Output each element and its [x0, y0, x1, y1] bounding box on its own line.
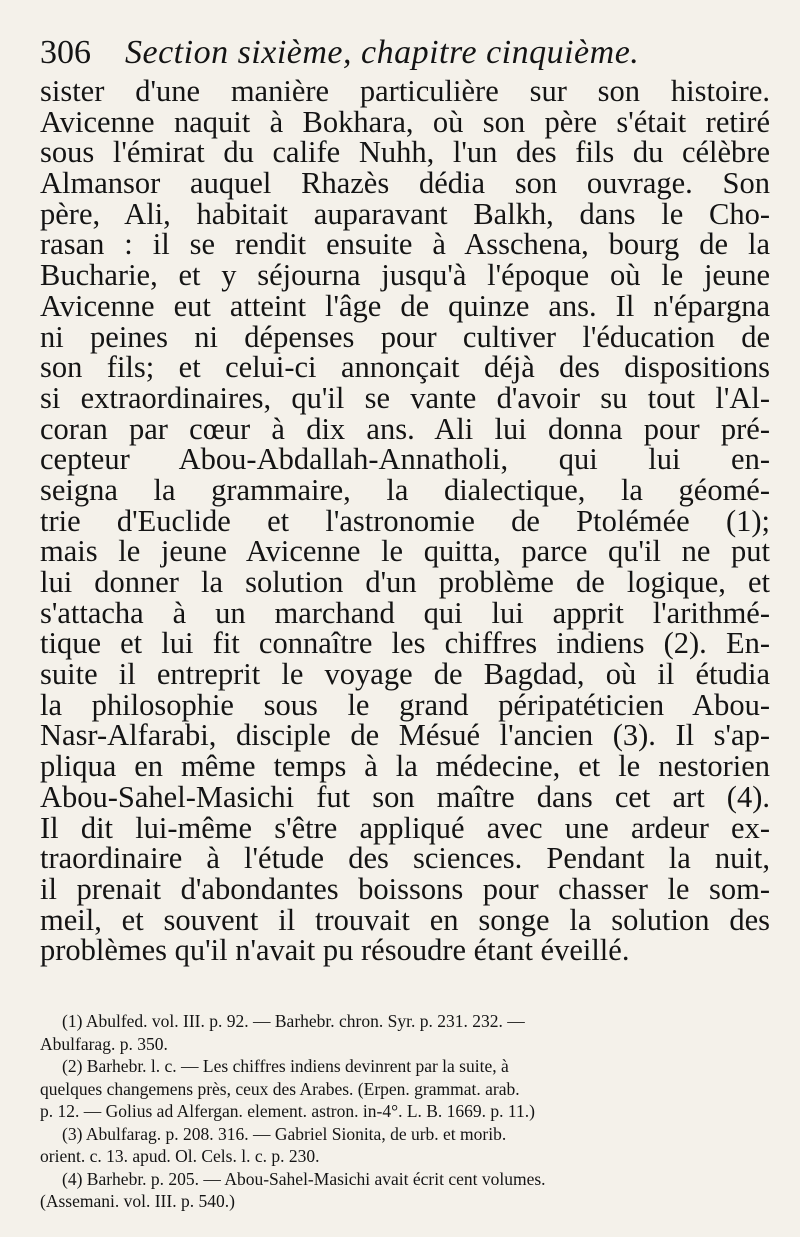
- body-line: suite il entreprit le voyage de Bagdad, où il étudia: [40, 657, 770, 692]
- running-title: Section sixième, chapitre cinquième.: [125, 34, 640, 71]
- body-line: rasan : il se rendit ensuite à Asschena, bourg de la: [40, 227, 770, 262]
- body-line: s'attacha à un marchand qui lui apprit l'arithmé-: [40, 595, 770, 630]
- body-line: mais le jeune Avicenne le quitta, parce qu'il ne put: [40, 534, 770, 569]
- body-line: Avicenne eut atteint l'âge de quinze ans. Il n'épargna: [40, 288, 770, 323]
- body-line: seigna la grammaire, la dialectique, la géomé-: [40, 472, 770, 507]
- page-header: [40, 30, 770, 76]
- body-line: sister d'une manière particulière sur son histoire.: [40, 74, 770, 108]
- body-line: il prenait d'abondantes boissons pour chasser le som-: [40, 871, 770, 906]
- body-line: traordinaire à l'étude des sciences. Pendant la nuit,: [40, 841, 770, 876]
- body-line: père, Ali, habitait auparavant Balkh, dans le Cho-: [40, 196, 770, 231]
- body-line: Almansor auquel Rhazès dédia son ouvrage. Son: [40, 166, 770, 201]
- body-line: problèmes qu'il n'avait pu résoudre étant éveillé.: [40, 933, 630, 968]
- body-line: son fils; et celui-ci annonçait déjà des dispositions: [40, 350, 770, 385]
- body-line: cepteur Abou-Abdallah-Annatholi, qui lui en-: [40, 442, 770, 477]
- body-line: Avicenne naquit à Bokhara, où son père s'était retiré: [40, 104, 770, 139]
- footnote-line: Abulfarag. p. 350.: [40, 1033, 168, 1054]
- footnote-line: (3) Abulfarag. p. 208. 316. — Gabriel Sionita, de urb. et morib.: [62, 1123, 507, 1144]
- body-line: sous l'émirat du calife Nuhh, l'un des fils du célèbre: [40, 135, 770, 170]
- body-line: coran par cœur à dix ans. Ali lui donna pour pré-: [40, 411, 770, 446]
- body-line: si extraordinaires, qu'il se vante d'avoir su tout l'Al-: [40, 380, 770, 415]
- footnote-line: (1) Abulfed. vol. III. p. 92. — Barhebr. chron. Syr. p. 231. 232. —: [62, 1011, 525, 1031]
- footnote-line: orient. c. 13. apud. Ol. Cels. l. c. p. 230.: [40, 1146, 320, 1166]
- body-line: Il dit lui-même s'être appliqué avec une ardeur ex-: [40, 810, 770, 845]
- body-line: pliqua en même temps à la médecine, et le nestorien: [40, 749, 770, 784]
- page-number: 306: [40, 34, 91, 71]
- body-text: [40, 76, 770, 966]
- footnote-line: quelques changemens près, ceux des Arabes. (Erpen. grammat. arab.: [40, 1078, 520, 1099]
- body-line: Nasr-Alfarabi, disciple de Mésué l'ancien (3). Il s'ap-: [40, 718, 770, 753]
- footnote-line: p. 12. — Golius ad Alfergan. element. astron. in-4°. L. B. 1669. p. 11.): [40, 1101, 535, 1121]
- book-page: [40, 30, 770, 1215]
- body-line: tique et lui fit connaître les chiffres indiens (2). En-: [40, 626, 770, 661]
- footnote-line: (2) Barhebr. l. c. — Les chiffres indiens devinrent par la suite, à: [62, 1056, 509, 1076]
- body-line: la philosophie sous le grand péripatéticien Abou-: [40, 687, 770, 722]
- footnotes: [40, 1010, 770, 1213]
- body-line: meil, et souvent il trouvait en songe la solution des: [40, 902, 770, 937]
- body-line: lui donner la solution d'un problème de logique, et: [40, 565, 770, 599]
- footnote-line: (4) Barhebr. p. 205. — Abou-Sahel-Masichi avait écrit cent volumes.: [62, 1168, 546, 1189]
- footnote-line: (Assemani. vol. III. p. 540.): [40, 1191, 235, 1211]
- body-line: Bucharie, et y séjourna jusqu'à l'époque où le jeune: [40, 258, 770, 293]
- body-line: Abou-Sahel-Masichi fut son maître dans cet art (4).: [40, 779, 770, 814]
- body-line: trie d'Euclide et l'astronomie de Ptolémée (1);: [40, 503, 770, 538]
- body-line: ni peines ni dépenses pour cultiver l'éducation de: [40, 319, 770, 354]
